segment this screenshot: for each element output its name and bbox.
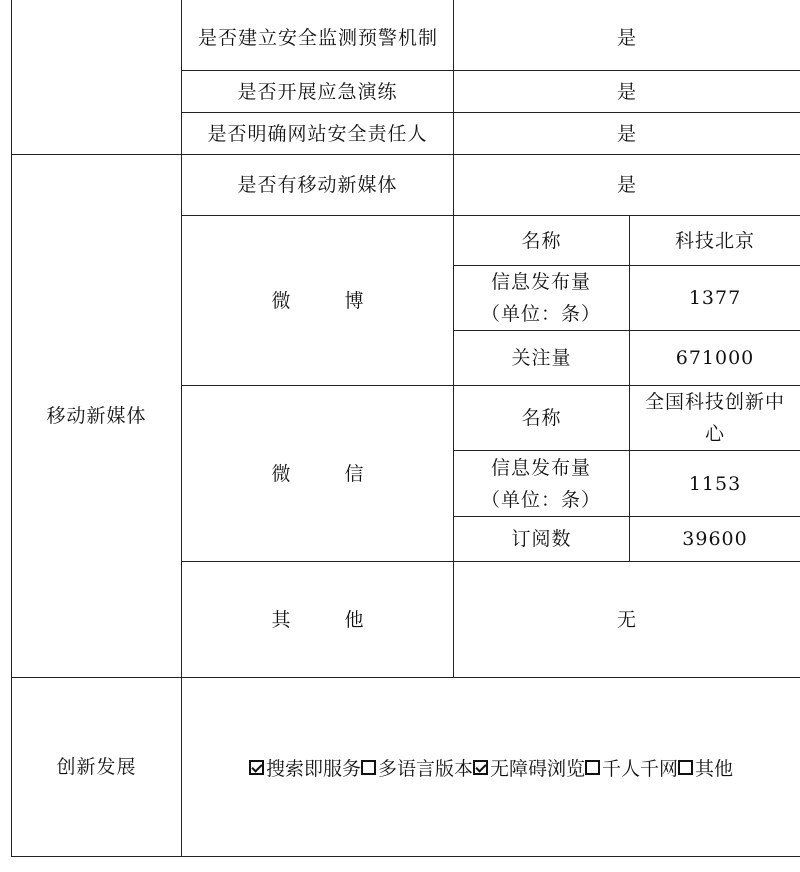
wechat-name-value: 全国科技创新中心 (644, 391, 785, 445)
wechat-sub-label: 订阅数 (511, 528, 572, 550)
option-search-as-service[interactable] (249, 754, 361, 781)
checkbox-icon[interactable] (678, 760, 693, 775)
weibo-follow-label: 关注量 (511, 347, 572, 369)
weibo-follow-value: 671000 (675, 347, 755, 369)
wechat-label: 微 信 (271, 462, 388, 485)
weibo-count-value: 1377 (688, 287, 742, 309)
option-other[interactable] (678, 754, 733, 781)
has-media-label: 是否有移动新媒体 (237, 174, 398, 196)
weibo-name-label: 名称 (521, 229, 562, 252)
checkbox-icon[interactable] (585, 760, 600, 775)
option-label: 多语言版本 (377, 757, 473, 780)
checkbox-icon[interactable] (361, 760, 376, 775)
media-section-label: 移动新媒体 (46, 405, 147, 427)
innovation-options (182, 678, 800, 856)
warning-label: 是否建立安全监测预警机制 (197, 27, 438, 49)
checkbox-icon[interactable] (249, 760, 264, 775)
owner-value: 是 (616, 122, 637, 145)
checkbox-icon[interactable] (473, 760, 488, 775)
option-personalized-web[interactable] (585, 754, 678, 781)
other-value: 无 (616, 608, 637, 631)
option-accessible-browsing[interactable] (473, 754, 585, 781)
has-media-value: 是 (616, 174, 637, 196)
drill-label: 是否开展应急演练 (237, 80, 398, 103)
other-label: 其 他 (271, 608, 388, 631)
wechat-count-label: 信息发布量（单位：条） (480, 456, 601, 511)
weibo-count-label: 信息发布量（单位：条） (480, 271, 601, 325)
wechat-count-value: 1153 (688, 472, 742, 495)
option-label: 千人千网 (602, 757, 679, 780)
option-label: 无障碍浏览 (489, 757, 585, 780)
weibo-label: 微 博 (271, 289, 388, 312)
wechat-sub-value: 39600 (682, 528, 748, 550)
option-multilingual[interactable] (361, 754, 473, 781)
owner-label: 是否明确网站安全责任人 (207, 122, 428, 145)
wechat-name-label: 名称 (521, 407, 562, 429)
warning-value: 是 (616, 27, 637, 49)
option-label: 其他 (695, 757, 734, 780)
drill-value: 是 (616, 80, 637, 103)
innovation-section-label: 创新发展 (56, 756, 137, 778)
weibo-name-value: 科技北京 (674, 229, 755, 252)
option-label: 搜索即服务 (265, 757, 361, 780)
